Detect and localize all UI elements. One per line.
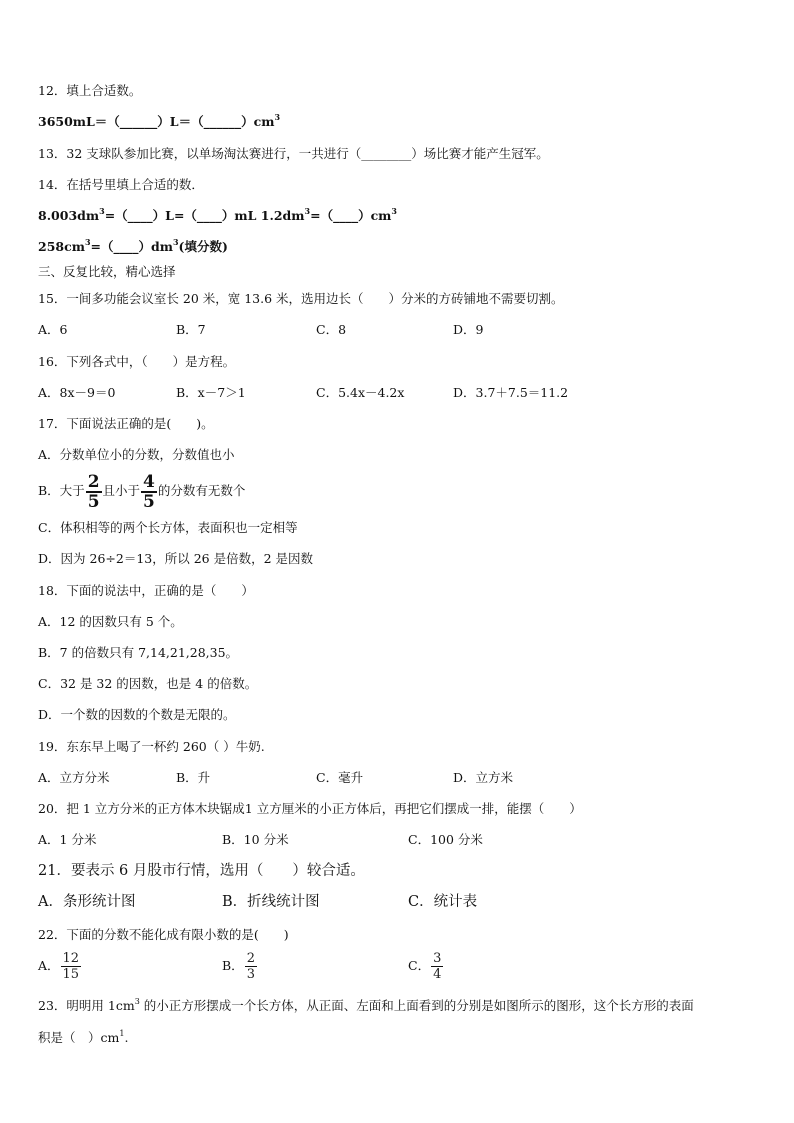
- q22-option-a[interactable]: A． $\frac{12}{15}$: [38, 951, 80, 982]
- q16-option-a[interactable]: A．8x－9＝0: [38, 385, 116, 400]
- fraction-four-fifths: $\frac{4}{5}$: [143, 471, 155, 512]
- q15-option-a[interactable]: A．6: [38, 322, 68, 337]
- q16-option-b[interactable]: B．x－7＞1: [176, 385, 246, 400]
- q21-option-b[interactable]: B．折线统计图: [222, 894, 320, 910]
- q19-option-c[interactable]: C．毫升: [316, 770, 364, 785]
- q13-stem[interactable]: 13．32 支球队参加比赛，以单场淘汰赛进行，一共进行（________）场比赛才能产生冠军。: [38, 146, 549, 161]
- q14-blank-line-1[interactable]: $8.003dm^3=(\_\_\_\_)L=(\_\_\_\_)mL$ $1.2dm^3=(\_\_\_\_)cm^3$: [38, 206, 397, 223]
- q17-option-b[interactable]: B．大于 $\frac{2}{5}$ 且小于 $\frac{4}{5}$ 的分数有无数个: [38, 471, 246, 512]
- q16-option-c[interactable]: C．5.4x－4.2x: [316, 385, 405, 400]
- q22-option-b[interactable]: B． $\frac{2}{3}$: [222, 951, 255, 982]
- q16-option-d[interactable]: D．3.7＋7.5＝11.2: [453, 385, 569, 400]
- q15-option-b[interactable]: B．7: [176, 322, 206, 337]
- q20-option-a[interactable]: A．1 分米: [38, 832, 97, 847]
- q20-option-c[interactable]: C．100 分米: [408, 832, 483, 847]
- q18-stem: 18．下面的说法中，正确的是（ ）: [38, 583, 254, 598]
- q15-stem: 15．一间多功能会议室长 20 米，宽 13.6 米，选用边长（ ）分米的方砖铺地不需要切割。: [38, 291, 564, 306]
- q18-option-d[interactable]: D．一个数的因数的个数是无限的。: [38, 707, 236, 722]
- q17-option-d[interactable]: D．因为 26÷2＝13，所以 26 是倍数，2 是因数: [38, 551, 314, 566]
- q19-option-d[interactable]: D．立方米: [453, 770, 514, 785]
- q20-stem: 20．把 1 立方分米的正方体木块锯成1 立方厘米的小正方体后，再把它们摆成一排，能摆（ ）: [38, 801, 582, 816]
- q17-option-a[interactable]: A．分数单位小的分数，分数值也小: [38, 447, 235, 462]
- fraction-two-fifths: $\frac{2}{5}$: [87, 471, 100, 512]
- q22-option-c[interactable]: C． $\frac{3}{4}$: [408, 951, 442, 982]
- q18-option-a[interactable]: A．12 的因数只有 5 个。: [38, 614, 183, 629]
- q23-stem-line-2[interactable]: 积是（ ）$cm^1$.: [38, 1029, 129, 1045]
- q19-option-a[interactable]: A．立方分米: [38, 770, 110, 785]
- q12-blank-line[interactable]: $3650mL=(\_\_\_\_\_\_)L=(\_\_\_\_\_\_)cm^3$: [38, 112, 281, 129]
- q12-stem: 12．填上合适数。: [38, 83, 142, 98]
- q18-option-b[interactable]: B．7 的倍数只有 7,14,21,28,35。: [38, 645, 239, 660]
- q21-stem: 21．要表示 6 月股市行情，选用（ ）较合适。: [38, 863, 365, 879]
- fraction-three-quarters: $\frac{3}{4}$: [433, 951, 442, 982]
- section-heading: 三、反复比较，精心选择: [38, 264, 176, 279]
- q15-option-c[interactable]: C．8: [316, 322, 347, 337]
- q16-stem: 16．下列各式中，（ ）是方程。: [38, 354, 236, 369]
- q17-stem: 17．下面说法正确的是( )。: [38, 416, 214, 431]
- fraction-twelve-fifteenths: $\frac{12}{15}$: [62, 951, 80, 982]
- q14-stem: 14．在括号里填上合适的数．: [38, 177, 204, 192]
- q17-option-c[interactable]: C．体积相等的两个长方体，表面积也一定相等: [38, 520, 298, 535]
- q19-stem: 19．东东早上喝了一杯约 260（ ）牛奶.: [38, 739, 265, 754]
- q22-stem: 22．下面的分数不能化成有限小数的是( ): [38, 927, 289, 942]
- q15-option-d[interactable]: D．9: [453, 322, 484, 337]
- q19-option-b[interactable]: B．升: [176, 770, 211, 785]
- q21-option-a[interactable]: A．条形统计图: [38, 894, 136, 910]
- q14-blank-line-2[interactable]: $258cm^3=(\_\_\_\_)dm^3$(填分数): [38, 237, 228, 254]
- q20-option-b[interactable]: B．10 分米: [222, 832, 289, 847]
- q21-option-c[interactable]: C．统计表: [408, 894, 478, 910]
- fraction-two-thirds: $\frac{2}{3}$: [246, 951, 255, 982]
- q23-stem-line-1: 23．明明用 $1cm^3$ 的小正方形摆成一个长方体，从正面、左面和上面看到的分别是如图所示的图形，这个长方形的表面: [38, 997, 694, 1013]
- q18-option-c[interactable]: C．32 是 32 的因数，也是 4 的倍数。: [38, 676, 258, 691]
